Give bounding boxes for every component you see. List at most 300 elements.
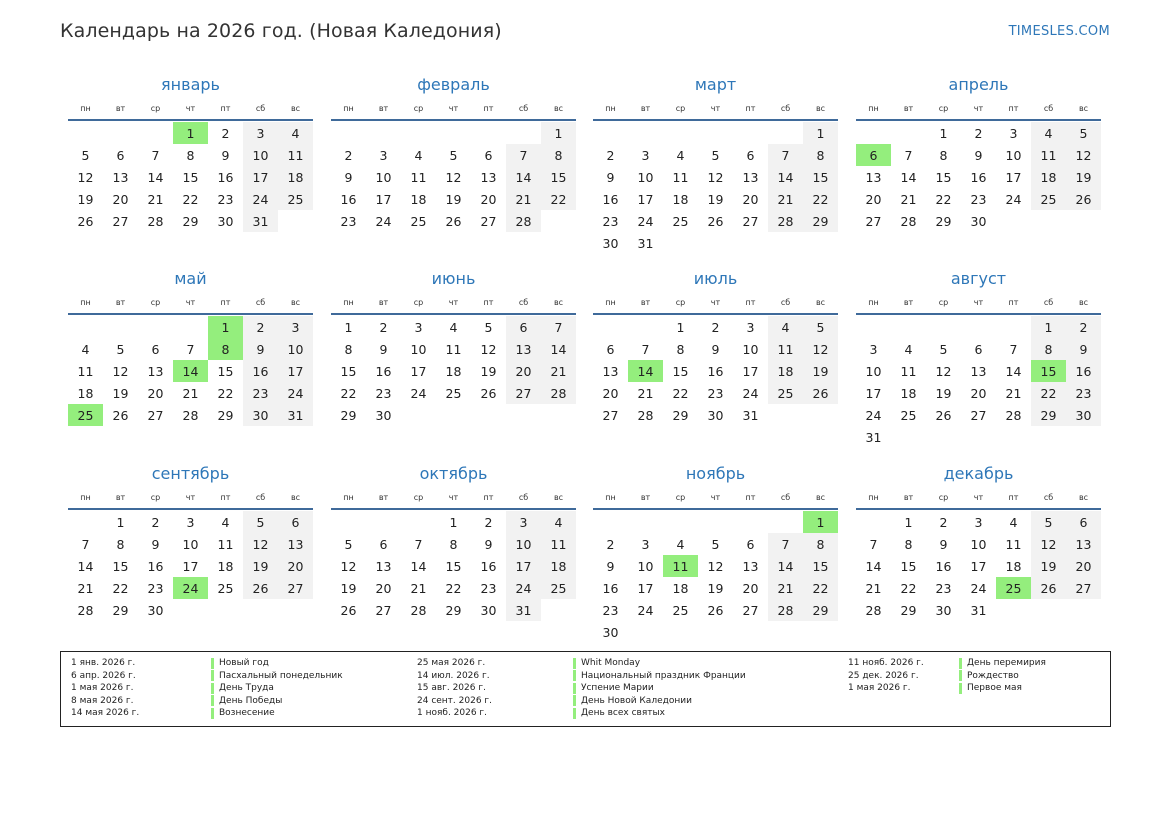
day-cell: 6 <box>278 511 313 533</box>
day-cell: 14 <box>506 166 541 188</box>
day-cell: 5 <box>81 147 90 163</box>
weekday-label: чт <box>185 104 196 113</box>
day-cell: 11 <box>900 363 917 379</box>
month-name: апрель <box>948 75 1009 94</box>
day-cell: 5 <box>449 147 458 163</box>
day-cell: 11 <box>768 338 803 360</box>
day-cell: 12 <box>480 341 497 357</box>
day-cell: 15 <box>803 555 838 577</box>
day-cell: 13 <box>742 169 759 185</box>
day-grid <box>68 511 313 621</box>
day-cell: 10 <box>637 558 654 574</box>
day-cell: 23 <box>480 580 497 596</box>
empty-cell <box>856 511 891 533</box>
day-cell: 18 <box>672 191 689 207</box>
weekday-label: ср <box>150 104 161 113</box>
header-divider <box>331 508 576 510</box>
day-cell: 19 <box>77 191 94 207</box>
day-cell: 17 <box>243 166 278 188</box>
day-cell: 7 <box>506 144 541 166</box>
day-cell: 20 <box>742 580 759 596</box>
header-divider <box>68 508 313 510</box>
day-cell: 22 <box>900 580 917 596</box>
header-divider <box>856 119 1101 121</box>
day-cell: 13 <box>480 169 497 185</box>
day-cell: 11 <box>541 533 576 555</box>
day-cell: 7 <box>1009 341 1018 357</box>
empty-cell <box>506 122 541 144</box>
day-cell: 16 <box>707 363 724 379</box>
day-cell: 31 <box>278 404 313 426</box>
day-cell: 26 <box>243 577 278 599</box>
day-grid <box>68 316 313 426</box>
day-cell: 2 <box>606 147 615 163</box>
weekday-label: сб <box>780 104 791 113</box>
legend-item <box>71 707 343 720</box>
weekday-label: пт <box>220 493 231 502</box>
weekday-header <box>68 98 313 119</box>
legend-column <box>848 657 1046 695</box>
legend-column <box>417 657 746 720</box>
day-cell: 31 <box>970 602 987 618</box>
day-cell: 26 <box>340 602 357 618</box>
day-cell: 24 <box>865 407 882 423</box>
day-grid <box>856 511 1101 621</box>
holiday-date: 11 нояб. 2026 г. <box>848 658 924 669</box>
weekday-label: вс <box>1078 298 1089 307</box>
weekday-label: чт <box>710 493 721 502</box>
weekday-label: пн <box>605 104 616 113</box>
day-cell: 24 <box>506 577 541 599</box>
day-cell: 27 <box>1066 577 1101 599</box>
weekday-label: пн <box>605 493 616 502</box>
empty-cell <box>628 122 663 144</box>
day-cell: 13 <box>602 363 619 379</box>
legend-item <box>417 682 746 695</box>
day-cell: 11 <box>672 169 689 185</box>
month-name: август <box>950 269 1007 288</box>
day-cell: 13 <box>506 338 541 360</box>
day-cell: 22 <box>541 188 576 210</box>
day-cell: 27 <box>112 213 129 229</box>
weekday-label: вс <box>815 493 826 502</box>
day-cell: 30 <box>707 407 724 423</box>
day-cell: 30 <box>935 602 952 618</box>
day-cell: 6 <box>379 536 388 552</box>
weekday-label: пт <box>483 104 494 113</box>
weekday-label: пт <box>1008 104 1019 113</box>
day-cell: 7 <box>81 536 90 552</box>
day-cell: 10 <box>865 363 882 379</box>
day-cell: 20 <box>865 191 882 207</box>
weekday-label: ср <box>150 493 161 502</box>
day-cell: 31 <box>637 235 654 251</box>
day-cell: 10 <box>410 341 427 357</box>
day-cell: 22 <box>1031 382 1066 404</box>
day-cell: 10 <box>375 169 392 185</box>
day-cell: 12 <box>1066 144 1101 166</box>
day-cell: 29 <box>935 213 952 229</box>
day-cell: 19 <box>445 191 462 207</box>
weekday-label: пт <box>1008 493 1019 502</box>
day-cell: 21 <box>865 580 882 596</box>
weekday-header <box>331 487 576 508</box>
weekday-label: вс <box>553 104 564 113</box>
weekday-label: пн <box>605 298 616 307</box>
day-cell: 2 <box>606 536 615 552</box>
holiday-name: Успение Марии <box>581 683 654 694</box>
holiday-marker-icon <box>211 708 214 719</box>
day-cell: 24 <box>637 213 654 229</box>
day-cell: 16 <box>147 558 164 574</box>
empty-cell <box>856 316 891 338</box>
holiday-marker-icon <box>211 670 214 681</box>
day-cell: 23 <box>375 385 392 401</box>
weekday-header <box>593 292 838 313</box>
day-cell: 3 <box>379 147 388 163</box>
day-cell: 22 <box>112 580 129 596</box>
day-cell: 26 <box>707 213 724 229</box>
holiday-marker-icon <box>211 658 214 669</box>
day-cell: 6 <box>746 147 755 163</box>
header-divider <box>593 313 838 315</box>
day-cell: 15 <box>541 166 576 188</box>
day-cell: 9 <box>379 341 388 357</box>
day-cell: 1 <box>449 514 458 530</box>
day-cell: 3 <box>1009 125 1018 141</box>
day-cell: 23 <box>340 213 357 229</box>
day-cell: 14 <box>1005 363 1022 379</box>
weekday-label: пт <box>483 493 494 502</box>
day-cell: 14 <box>900 169 917 185</box>
holiday-name: Новый год <box>219 658 269 669</box>
holiday-day-cell: 11 <box>663 555 698 577</box>
day-cell: 9 <box>221 147 230 163</box>
day-cell: 29 <box>900 602 917 618</box>
day-cell: 16 <box>217 169 234 185</box>
day-cell: 6 <box>1066 511 1101 533</box>
holiday-date: 25 мая 2026 г. <box>417 658 486 669</box>
day-cell: 28 <box>182 407 199 423</box>
day-cell: 31 <box>742 407 759 423</box>
day-cell: 5 <box>243 511 278 533</box>
day-cell: 7 <box>151 147 160 163</box>
weekday-label: пн <box>80 493 91 502</box>
month-calendar <box>593 74 838 254</box>
day-cell: 15 <box>182 169 199 185</box>
empty-cell <box>401 122 436 144</box>
day-cell: 4 <box>541 511 576 533</box>
weekday-label: ср <box>675 104 686 113</box>
empty-cell <box>628 511 663 533</box>
day-cell: 9 <box>243 338 278 360</box>
day-cell: 18 <box>77 385 94 401</box>
weekday-label: пт <box>1008 298 1019 307</box>
day-cell: 17 <box>278 360 313 382</box>
day-cell: 11 <box>410 169 427 185</box>
empty-cell <box>891 316 926 338</box>
day-cell: 8 <box>939 147 948 163</box>
day-cell: 11 <box>217 536 234 552</box>
day-cell: 2 <box>379 319 388 335</box>
weekday-label: вт <box>115 493 126 502</box>
day-cell: 17 <box>182 558 199 574</box>
day-cell: 20 <box>375 580 392 596</box>
day-cell: 20 <box>506 360 541 382</box>
month-calendar <box>593 463 838 643</box>
empty-cell <box>996 316 1031 338</box>
weekday-label: чт <box>710 298 721 307</box>
day-cell: 22 <box>182 191 199 207</box>
day-cell: 17 <box>410 363 427 379</box>
month-name: июнь <box>431 269 476 288</box>
legend-item <box>417 707 746 720</box>
day-cell: 30 <box>602 235 619 251</box>
day-cell: 23 <box>217 191 234 207</box>
weekday-label: вт <box>378 104 389 113</box>
header-divider <box>856 313 1101 315</box>
day-cell: 16 <box>480 558 497 574</box>
month-calendar <box>331 463 576 621</box>
month-name: май <box>174 269 207 288</box>
day-cell: 16 <box>602 191 619 207</box>
weekday-label: вс <box>553 493 564 502</box>
day-cell: 25 <box>672 602 689 618</box>
day-cell: 1 <box>803 122 838 144</box>
site-link[interactable]: TIMESLES.COM <box>1008 24 1110 39</box>
day-cell: 19 <box>1031 555 1066 577</box>
day-cell: 8 <box>904 536 913 552</box>
empty-cell <box>891 122 926 144</box>
day-cell: 28 <box>900 213 917 229</box>
holiday-marker-icon <box>959 683 962 694</box>
day-cell: 3 <box>974 514 983 530</box>
day-cell: 14 <box>77 558 94 574</box>
day-cell: 7 <box>186 341 195 357</box>
day-cell: 8 <box>803 533 838 555</box>
holiday-day-cell: 24 <box>173 577 208 599</box>
day-cell: 26 <box>1066 188 1101 210</box>
day-cell: 29 <box>340 407 357 423</box>
weekday-header <box>68 487 313 508</box>
day-cell: 15 <box>803 166 838 188</box>
day-cell: 22 <box>217 385 234 401</box>
day-cell: 16 <box>602 580 619 596</box>
day-cell: 10 <box>970 536 987 552</box>
day-grid <box>593 511 838 643</box>
holiday-name: День Труда <box>219 683 274 694</box>
weekday-label: ср <box>675 493 686 502</box>
day-cell: 25 <box>1031 188 1066 210</box>
day-cell: 22 <box>672 385 689 401</box>
day-cell: 5 <box>1066 122 1101 144</box>
day-cell: 21 <box>410 580 427 596</box>
day-cell: 10 <box>637 169 654 185</box>
day-cell: 15 <box>445 558 462 574</box>
legend-item <box>417 695 746 708</box>
day-cell: 3 <box>746 319 755 335</box>
day-cell: 2 <box>711 319 720 335</box>
empty-cell <box>103 316 138 338</box>
day-cell: 29 <box>1031 404 1066 426</box>
day-cell: 4 <box>676 147 685 163</box>
weekday-label: ср <box>413 298 424 307</box>
day-cell: 12 <box>935 363 952 379</box>
month-calendar <box>856 463 1101 621</box>
day-cell: 24 <box>375 213 392 229</box>
empty-cell <box>471 122 506 144</box>
holiday-date: 14 июл. 2026 г. <box>417 670 490 681</box>
day-cell: 6 <box>974 341 983 357</box>
day-cell: 17 <box>865 385 882 401</box>
day-cell: 30 <box>375 407 392 423</box>
day-cell: 9 <box>344 169 353 185</box>
month-calendar <box>68 268 313 426</box>
holiday-date: 6 апр. 2026 г. <box>71 670 136 681</box>
day-cell: 4 <box>81 341 90 357</box>
weekday-label: вс <box>1078 493 1089 502</box>
day-cell: 25 <box>768 382 803 404</box>
empty-cell <box>593 122 628 144</box>
day-cell: 27 <box>506 382 541 404</box>
empty-cell <box>436 122 471 144</box>
day-cell: 4 <box>1009 514 1018 530</box>
holiday-marker-icon <box>573 695 576 706</box>
day-cell: 6 <box>606 341 615 357</box>
weekday-label: чт <box>448 298 459 307</box>
weekday-label: чт <box>448 493 459 502</box>
day-cell: 27 <box>375 602 392 618</box>
day-cell: 27 <box>480 213 497 229</box>
day-cell: 18 <box>768 360 803 382</box>
day-cell: 16 <box>375 363 392 379</box>
day-cell: 22 <box>445 580 462 596</box>
day-cell: 12 <box>445 169 462 185</box>
day-cell: 14 <box>147 169 164 185</box>
day-cell: 15 <box>112 558 129 574</box>
day-cell: 21 <box>768 188 803 210</box>
weekday-header <box>331 292 576 313</box>
legend-item <box>71 695 343 708</box>
day-cell: 17 <box>637 191 654 207</box>
holiday-day-cell: 6 <box>856 144 891 166</box>
holiday-marker-icon <box>573 683 576 694</box>
day-cell: 4 <box>221 514 230 530</box>
month-name: октябрь <box>419 464 488 483</box>
day-cell: 21 <box>77 580 94 596</box>
day-cell: 7 <box>541 316 576 338</box>
day-cell: 4 <box>414 147 423 163</box>
day-cell: 17 <box>506 555 541 577</box>
day-cell: 2 <box>974 125 983 141</box>
empty-cell <box>926 316 961 338</box>
day-cell: 28 <box>506 210 541 232</box>
day-cell: 27 <box>742 602 759 618</box>
day-cell: 12 <box>1031 533 1066 555</box>
weekday-label: пт <box>220 104 231 113</box>
header-divider <box>331 313 576 315</box>
day-cell: 9 <box>606 558 615 574</box>
month-name: ноябрь <box>685 464 746 483</box>
holiday-marker-icon <box>211 683 214 694</box>
empty-cell <box>768 122 803 144</box>
empty-cell <box>593 316 628 338</box>
day-cell: 11 <box>77 363 94 379</box>
empty-cell <box>961 316 996 338</box>
day-cell: 23 <box>147 580 164 596</box>
month-calendar <box>68 74 313 232</box>
month-calendar <box>331 268 576 426</box>
day-cell: 16 <box>1066 360 1101 382</box>
day-cell: 6 <box>151 341 160 357</box>
day-cell: 3 <box>869 341 878 357</box>
day-cell: 27 <box>278 577 313 599</box>
weekday-header <box>856 487 1101 508</box>
day-cell: 19 <box>480 363 497 379</box>
day-cell: 13 <box>742 558 759 574</box>
holiday-day-cell: 25 <box>68 404 103 426</box>
day-cell: 1 <box>939 125 948 141</box>
weekday-label: вс <box>553 298 564 307</box>
holiday-legend <box>60 651 1111 727</box>
day-cell: 26 <box>707 602 724 618</box>
day-cell: 6 <box>116 147 125 163</box>
day-cell: 24 <box>410 385 427 401</box>
day-cell: 25 <box>410 213 427 229</box>
header-divider <box>593 119 838 121</box>
day-cell: 30 <box>217 213 234 229</box>
weekday-label: сб <box>255 493 266 502</box>
weekday-label: чт <box>973 298 984 307</box>
weekday-label: ср <box>938 493 949 502</box>
weekday-label: пт <box>483 298 494 307</box>
day-cell: 3 <box>506 511 541 533</box>
day-cell: 12 <box>803 338 838 360</box>
holiday-date: 1 янв. 2026 г. <box>71 658 136 669</box>
header-divider <box>68 119 313 121</box>
holiday-name: Пасхальный понедельник <box>219 670 343 681</box>
day-cell: 23 <box>970 191 987 207</box>
day-grid <box>593 316 838 426</box>
weekday-label: ср <box>150 298 161 307</box>
day-cell: 14 <box>541 338 576 360</box>
empty-cell <box>733 122 768 144</box>
weekday-label: пт <box>220 298 231 307</box>
empty-cell <box>138 316 173 338</box>
empty-cell <box>138 122 173 144</box>
empty-cell <box>733 511 768 533</box>
empty-cell <box>103 122 138 144</box>
day-cell: 28 <box>147 213 164 229</box>
day-cell: 1 <box>676 319 685 335</box>
day-cell: 1 <box>1031 316 1066 338</box>
legend-item <box>417 670 746 683</box>
day-cell: 13 <box>1066 533 1101 555</box>
day-cell: 17 <box>1005 169 1022 185</box>
day-cell: 7 <box>904 147 913 163</box>
day-cell: 10 <box>742 341 759 357</box>
day-cell: 10 <box>182 536 199 552</box>
empty-cell <box>173 316 208 338</box>
weekday-label: сб <box>780 493 791 502</box>
day-cell: 18 <box>278 166 313 188</box>
holiday-marker-icon <box>211 695 214 706</box>
day-cell: 28 <box>768 599 803 621</box>
holiday-marker-icon <box>573 708 576 719</box>
day-cell: 19 <box>1066 166 1101 188</box>
holiday-marker-icon <box>573 658 576 669</box>
day-cell: 24 <box>637 602 654 618</box>
